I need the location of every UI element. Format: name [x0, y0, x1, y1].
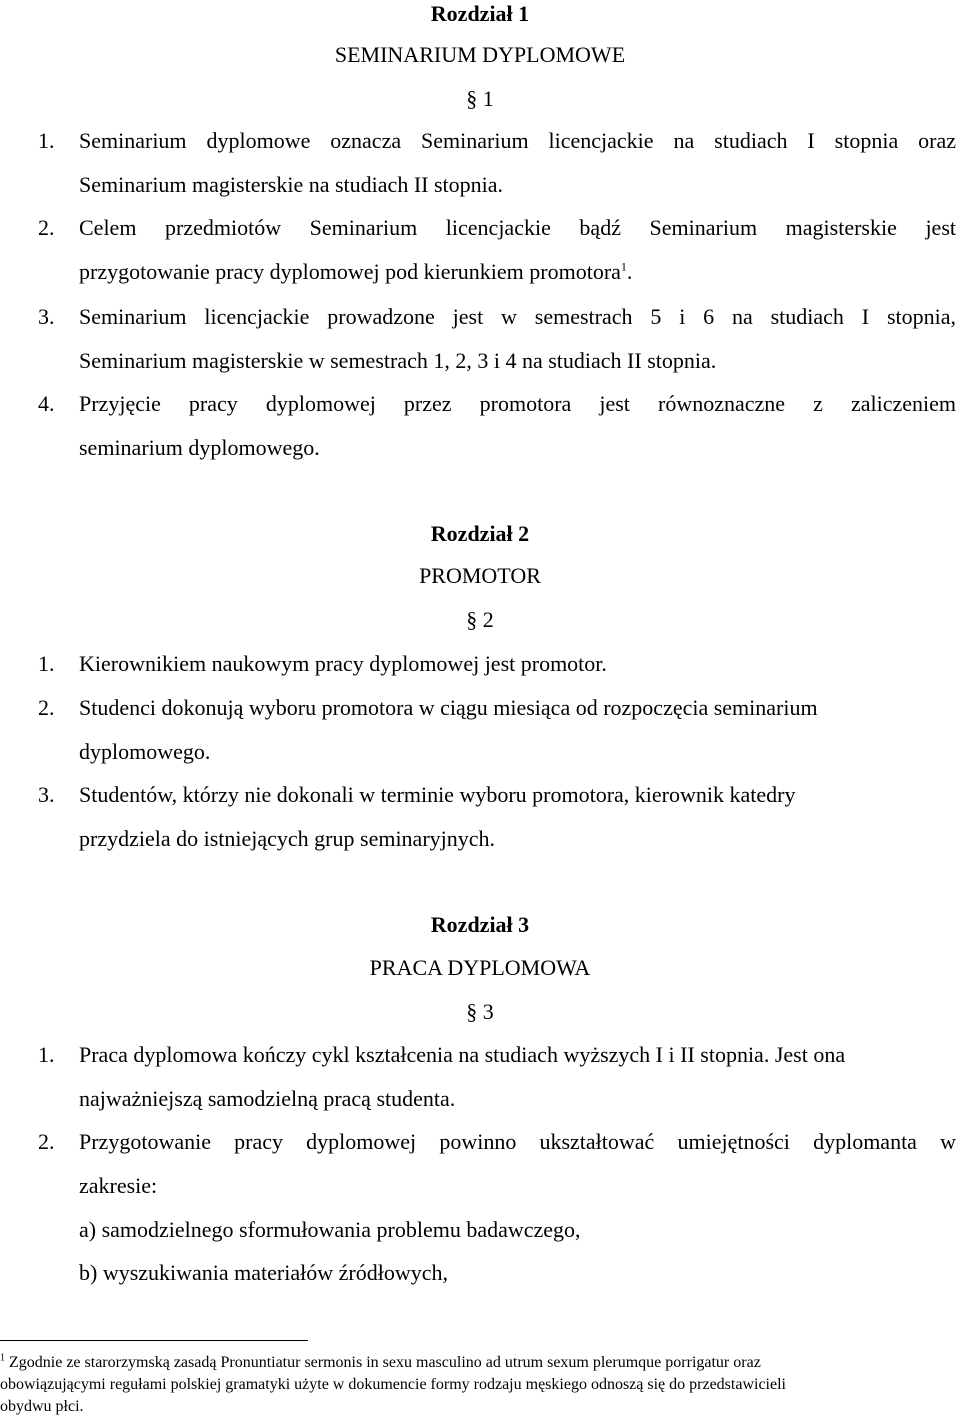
footnote-reference[interactable]: 1	[620, 259, 627, 274]
text-line-body: przygotowanie pracy dyplomowej pod kierunkiem promotora	[79, 259, 621, 284]
chapter-1-title: SEMINARIUM DYPLOMOWE	[334, 42, 626, 67]
footnote-line: obowiązującymi regułami polskiej gramatyki użyte w dokumencie formy rodzaju męskiego odnoszą się do przedstawicieli	[0, 1376, 786, 1393]
section-2-mark: § 2	[466, 607, 494, 632]
footnote-separator	[0, 1340, 308, 1341]
chapter-2-label: Rozdział 2	[430, 521, 530, 546]
item-text	[79, 773, 956, 861]
item-number: 2.	[38, 1129, 55, 1154]
text-line: Celem przedmiotów Seminarium licencjackie bądź Seminarium magisterskie jest	[79, 215, 956, 240]
item-text	[79, 1033, 956, 1121]
footnote	[0, 1352, 940, 1418]
item-number: 4.	[38, 391, 55, 416]
text-line: zakresie:	[79, 1173, 158, 1198]
footnote-mark: 1	[0, 1352, 5, 1364]
text-line: przydziela do istniejących grup seminaryjnych.	[79, 826, 496, 851]
sub-item: a) samodzielnego sformułowania problemu badawczego,	[79, 1217, 581, 1242]
item-number: 3.	[38, 782, 55, 807]
chapter-2-title: PROMOTOR	[419, 563, 541, 588]
item-number: 1.	[38, 128, 55, 153]
text-line: Studenci dokonują wyboru promotora w ciągu miesiąca od rozpoczęcia seminarium	[79, 695, 818, 720]
text-line: Seminarium magisterskie na studiach II stopnia.	[79, 172, 504, 197]
text-line-tail: .	[626, 259, 633, 284]
section-3-mark: § 3	[466, 999, 494, 1024]
footnote-text: Zgodnie ze starorzymską zasadą Pronuntiatur sermonis in sexu masculino ad utrum sexum plerumque porrigatur oraz	[9, 1354, 761, 1371]
text-line	[79, 250, 956, 294]
item-text	[79, 119, 956, 207]
text-line: Seminarium licencjackie prowadzone jest w semestrach 5 i 6 na studiach I stopnia,	[79, 304, 956, 329]
footnote-line	[0, 1352, 940, 1374]
text-line: Studentów, którzy nie dokonali w terminie wyboru promotora, kierownik katedry	[79, 782, 796, 807]
text-line: seminarium dyplomowego.	[79, 435, 320, 460]
text-line: Przyjęcie pracy dyplomowej przez promotora jest równoznaczne z zaliczeniem	[79, 391, 956, 416]
text-line: Praca dyplomowa kończy cykl kształcenia na studiach wyższych I i II stopnia. Jest ona	[79, 1042, 846, 1067]
item-number: 3.	[38, 304, 55, 329]
item-number: 2.	[38, 695, 55, 720]
footnote-line: obydwu płci.	[0, 1398, 84, 1415]
item-text	[79, 642, 956, 686]
item-text	[79, 1120, 956, 1208]
item-number: 1.	[38, 1042, 55, 1067]
chapter-3-label: Rozdział 3	[430, 912, 530, 937]
chapter-1-label: Rozdział 1	[430, 1, 530, 26]
sub-item: b) wyszukiwania materiałów źródłowych,	[79, 1260, 448, 1285]
chapter-3-title: PRACA DYPLOMOWA	[369, 955, 591, 980]
item-text	[79, 686, 956, 774]
item-number: 2.	[38, 215, 55, 240]
item-number: 1.	[38, 651, 55, 676]
text-line: najważniejszą samodzielną pracą studenta.	[79, 1086, 456, 1111]
text-line: Seminarium dyplomowe oznacza Seminarium licencjackie na studiach I stopnia oraz	[79, 128, 956, 153]
text-line: dyplomowego.	[79, 739, 211, 764]
text-line: Kierownikiem naukowym pracy dyplomowej jest promotor.	[79, 651, 607, 676]
section-1-mark: § 1	[466, 86, 494, 111]
item-text	[79, 295, 956, 383]
text-line: Przygotowanie pracy dyplomowej powinno ukształtować umiejętności dyplomanta w	[79, 1129, 956, 1154]
text-line: Seminarium magisterskie w semestrach 1, 2, 3 i 4 na studiach II stopnia.	[79, 348, 717, 373]
item-text	[79, 382, 956, 470]
item-text	[79, 206, 956, 294]
